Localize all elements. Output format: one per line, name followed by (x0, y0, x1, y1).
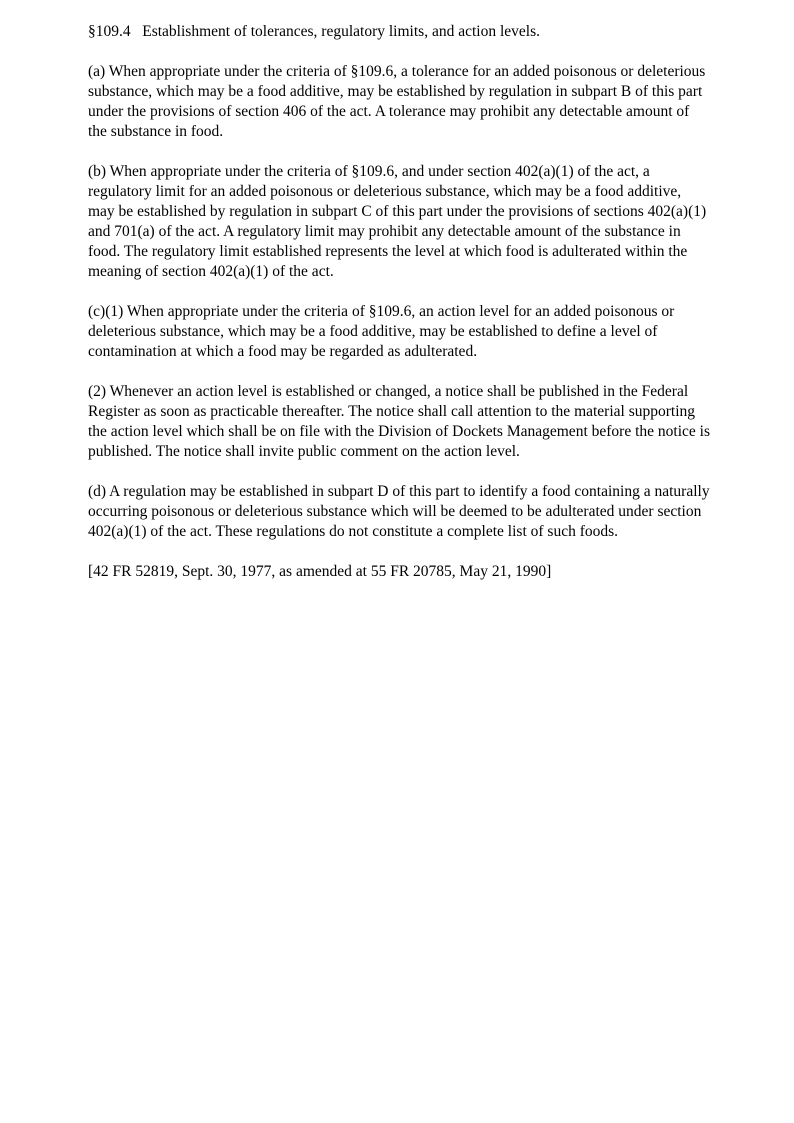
paragraph-c1: (c)(1) When appropriate under the criteria of §109.6, an action level for an added poisonous or deleterious substance, which may be a food additive, may be established to define a level of contamination at which a food may be regarded as adulterated. (88, 303, 675, 360)
paragraph-a: (a) When appropriate under the criteria of §109.6, a tolerance for an added poisonous or deleterious substance, which may be a food additive, may be established by regulation in subpart B of this part under the provisions of section 406 of the act. A tolerance may prohibit any detectable amount of the substance in food. (88, 63, 706, 140)
section-heading: §109.4 Establishment of tolerances, regulatory limits, and action levels. (88, 23, 540, 40)
document-body (88, 22, 710, 582)
paragraph-c2: (2) Whenever an action level is established or changed, a notice shall be published in the Federal Register as soon as practicable thereafter. The notice shall call attention to the material supporting the action level which shall be on file with the Division of Dockets Management before the notice is published. The notice shall invite public comment on the action level. (88, 383, 710, 460)
paragraph-d: (d) A regulation may be established in subpart D of this part to identify a food containing a naturally occurring poisonous or deleterious substance which will be deemed to be adulterated under section 402(a)(1) of the act. These regulations do not constitute a complete list of such foods. (88, 483, 710, 540)
paragraph-b: (b) When appropriate under the criteria of §109.6, and under section 402(a)(1) of the act, a regulatory limit for an added poisonous or deleterious substance, which may be a food additive, may be established by regulation in subpart C of this part under the provisions of sections 402(a)(1) and 701(a) of the act. A regulatory limit may prohibit any detectable amount of the substance in food. The regulatory limit established represents the level at which food is adulterated within the meaning of section 402(a)(1) of the act. (88, 163, 707, 280)
source-citation: [42 FR 52819, Sept. 30, 1977, as amended at 55 FR 20785, May 21, 1990] (88, 563, 552, 580)
